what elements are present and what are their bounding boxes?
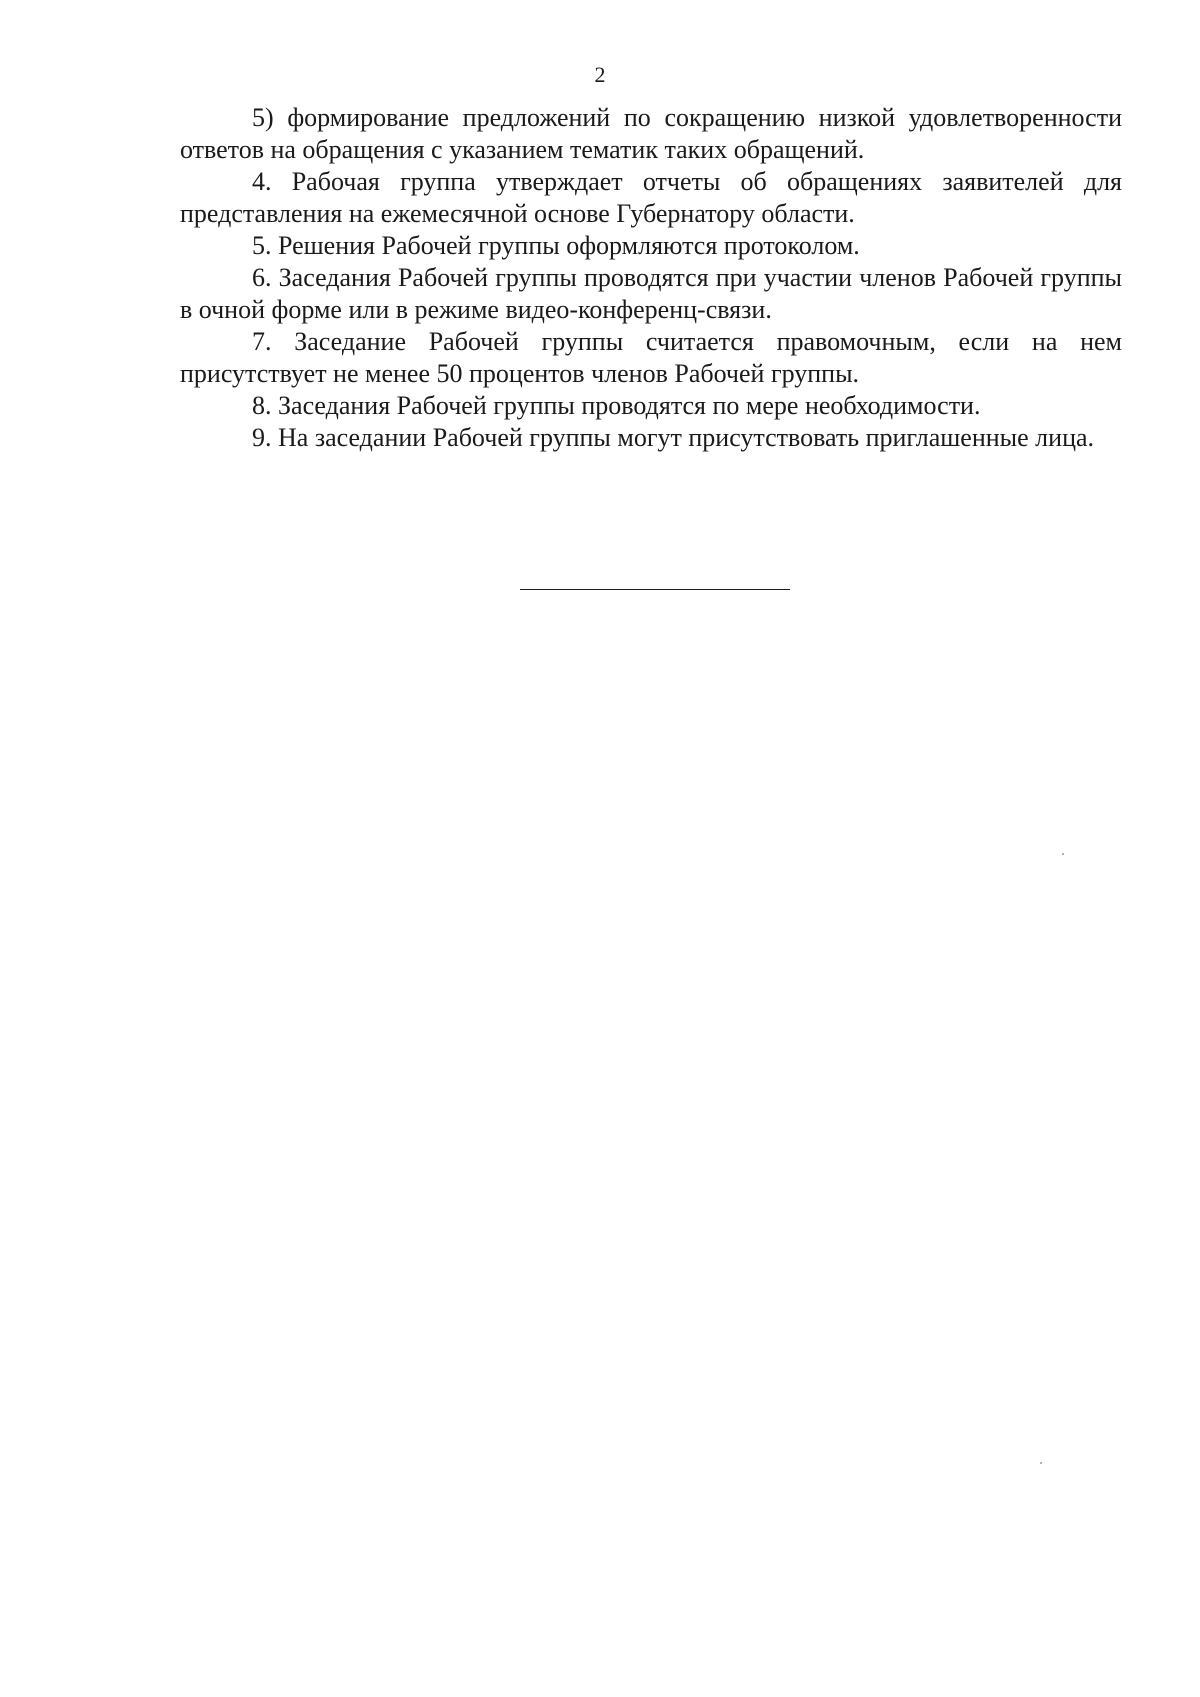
paragraph-item-5: 5) формирование предложений по сокращению низкой удовлетворенности ответов на обращения с указанием тематик таких обращений. bbox=[180, 103, 1122, 164]
paragraph-clause-4: 4. Рабочая группа утверждает отчеты об обращениях заявителей для представления на ежемесячной основе Губернатору области. bbox=[180, 167, 1122, 228]
scan-speck bbox=[1040, 1462, 1042, 1464]
paragraph-clause-9: 9. На заседании Рабочей группы могут присутствовать приглашенные лица. bbox=[252, 423, 1095, 452]
paragraph-clause-5: 5. Решения Рабочей группы оформляются протоколом. bbox=[252, 231, 860, 260]
closing-divider-line bbox=[520, 589, 790, 590]
scan-speck bbox=[1062, 853, 1064, 855]
paragraph-clause-7: 7. Заседание Рабочей группы считается правомочным, если на нем присутствует не менее 50 процентов членов Рабочей группы. bbox=[180, 327, 1122, 388]
page-number: 2 bbox=[594, 62, 606, 87]
document-body bbox=[180, 102, 1122, 454]
paragraph-clause-6: 6. Заседания Рабочей группы проводятся при участии членов Рабочей группы в очной форме или в режиме видео-конференц-связи. bbox=[180, 263, 1122, 324]
paragraph-clause-8: 8. Заседания Рабочей группы проводятся по мере необходимости. bbox=[252, 391, 981, 420]
